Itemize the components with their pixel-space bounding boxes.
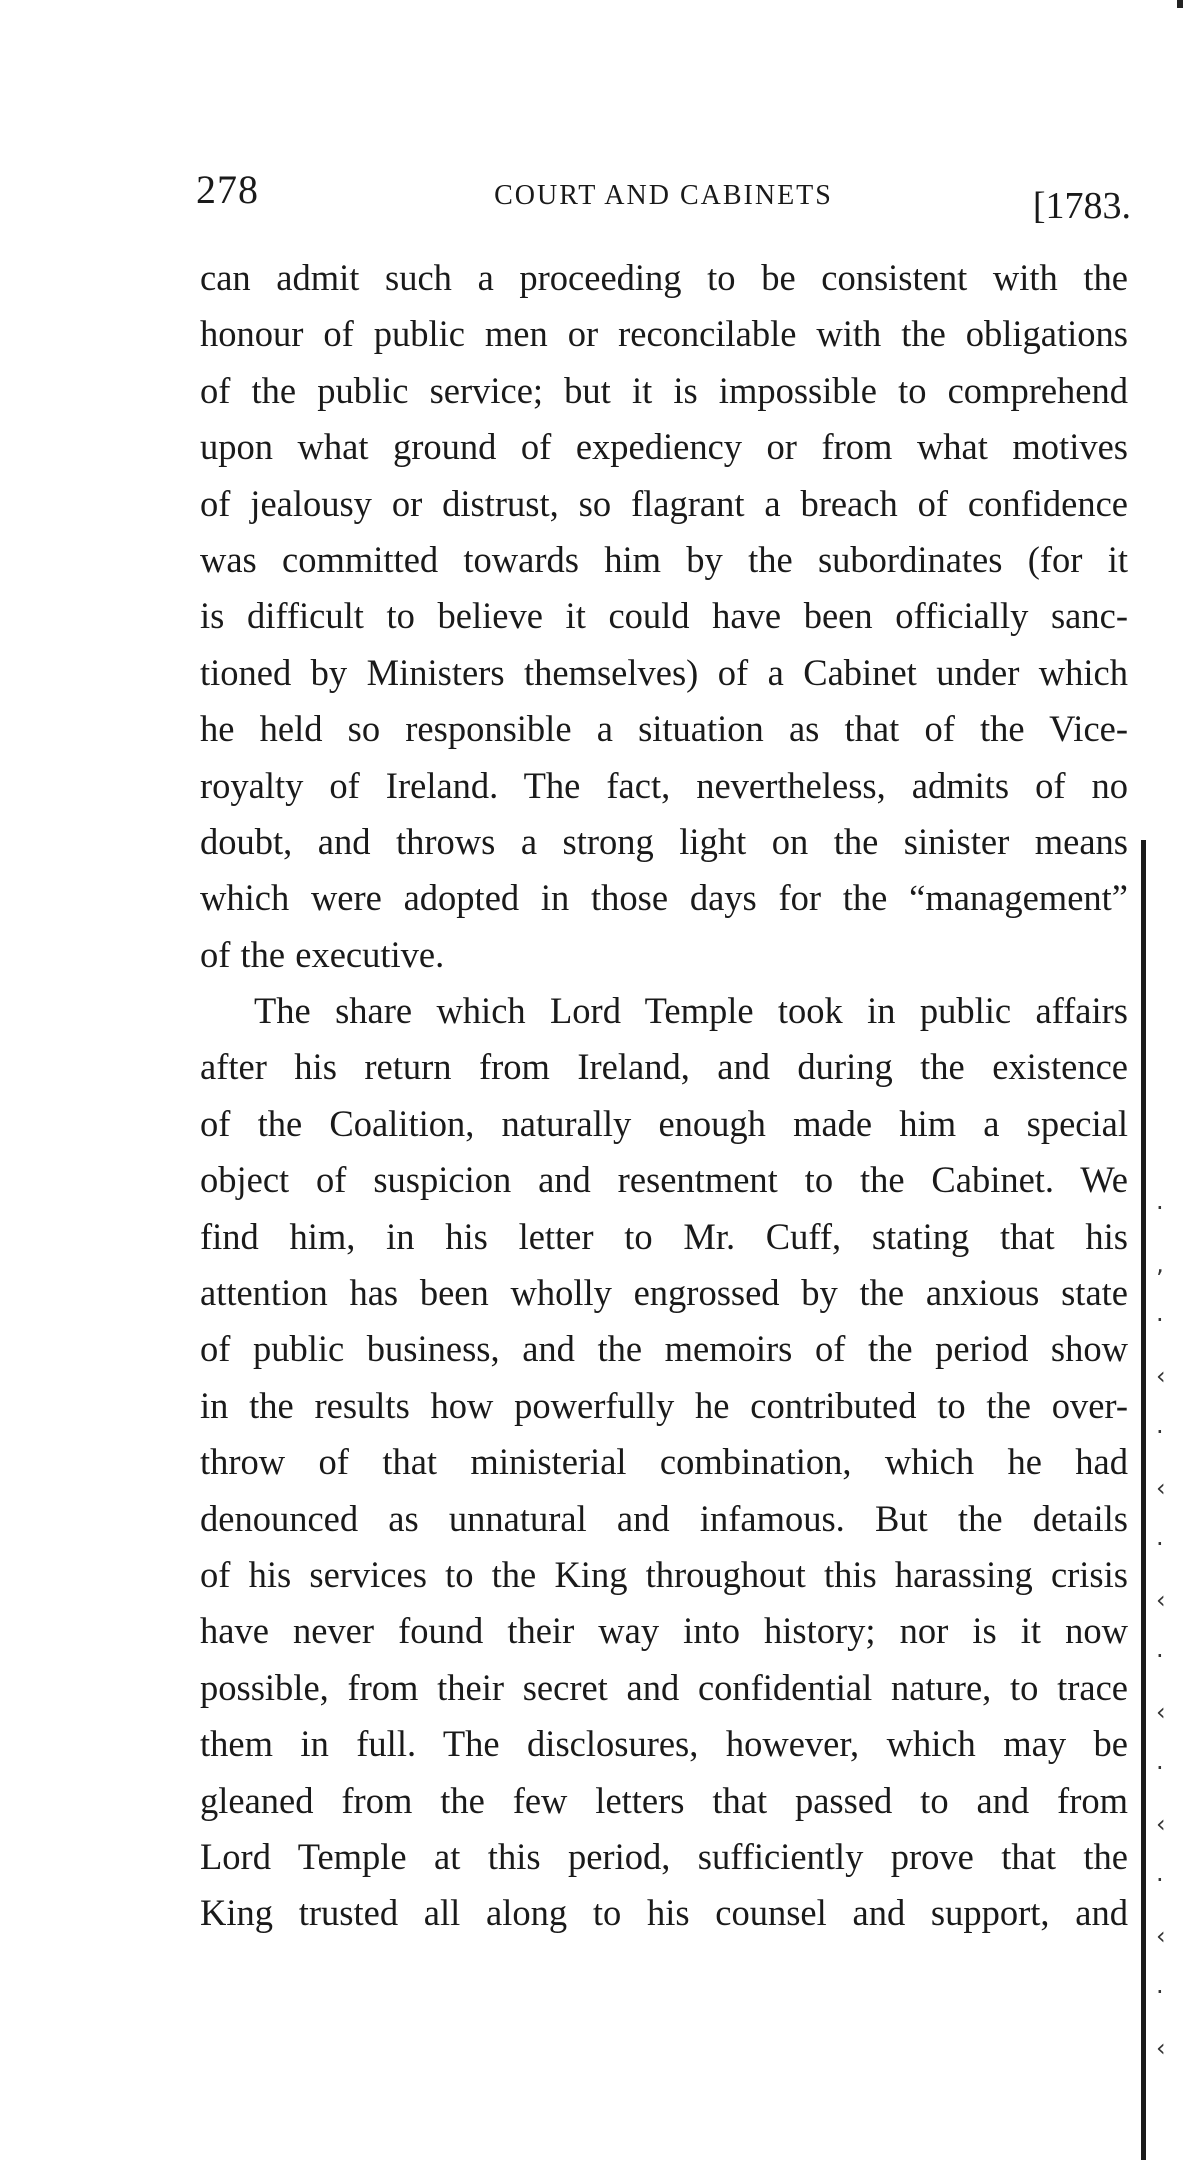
text-line: find him, in his letter to Mr. Cuff, stating that his [200,1215,1128,1257]
text-line: object of suspicion and resentment to the Cabinet. We [200,1159,1128,1201]
text-line: tioned by Ministers themselves) of a Cabinet under which [200,651,1128,693]
text-line: doubt, and throws a strong light on the sinister means [200,820,1128,862]
text-line: of public business, and the memoirs of the period show [200,1328,1128,1370]
body-text [200,250,1128,1942]
paragraph-1 [200,250,1128,983]
text-line: Lord Temple at this period, sufficiently prove that the [200,1835,1128,1877]
text-line: gleaned from the few letters that passed to and from [200,1779,1128,1821]
text-line: attention has been wholly engrossed by the anxious state [200,1272,1128,1314]
text-line: was committed towards him by the subordinates (for it [200,538,1128,580]
corner-mark [1177,0,1183,8]
gutter-shadow-line [1141,840,1146,2160]
gutter-bleed-marks: · ‚ · ‹ · ‹ · ‹ · ‹ · ‹ · ‹ · ‹ [1156,1194,1166,2062]
text-line: The share which Lord Temple took in public affairs [254,990,1128,1032]
paragraph-2 [200,983,1128,1942]
text-line: of the Coalition, naturally enough made him a special [200,1102,1128,1144]
text-line: of his services to the King throughout this harassing crisis [200,1553,1128,1595]
text-line: after his return from Ireland, and during the existence [200,1046,1128,1088]
text-line: honour of public men or reconcilable with the obligations [200,313,1128,355]
running-head [196,162,1131,227]
text-line: King trusted all along to his counsel and support, and [200,1892,1128,1934]
text-line: upon what ground of expediency or from what motives [200,426,1128,468]
page-number: 278 [196,167,259,212]
text-line: which were adopted in those days for the “management” [200,877,1128,919]
text-line: throw of that ministerial combination, which he had [200,1441,1128,1483]
text-line: denounced as unnatural and infamous. But the details [200,1497,1128,1539]
text-line: them in full. The disclosures, however, which may be [200,1723,1128,1765]
text-line: he held so responsible a situation as that of the Vice- [200,708,1128,750]
text-line: in the results how powerfully he contributed to the over- [200,1384,1128,1426]
text-line: have never found their way into history; nor is it now [200,1610,1128,1652]
text-line: of the public service; but it is impossible to comprehend [200,369,1128,411]
text-line: is difficult to believe it could have been officially sanc- [200,595,1128,637]
text-line: of the executive. [200,933,445,975]
running-year: [1783. [1032,185,1131,227]
running-title: COURT AND CABINETS [494,180,833,211]
text-line: royalty of Ireland. The fact, nevertheless, admits of no [200,764,1128,806]
text-line: of jealousy or distrust, so flagrant a breach of confidence [200,482,1128,524]
text-line: can admit such a proceeding to be consistent with the [200,257,1128,298]
text-line: possible, from their secret and confidential nature, to trace [200,1666,1128,1708]
